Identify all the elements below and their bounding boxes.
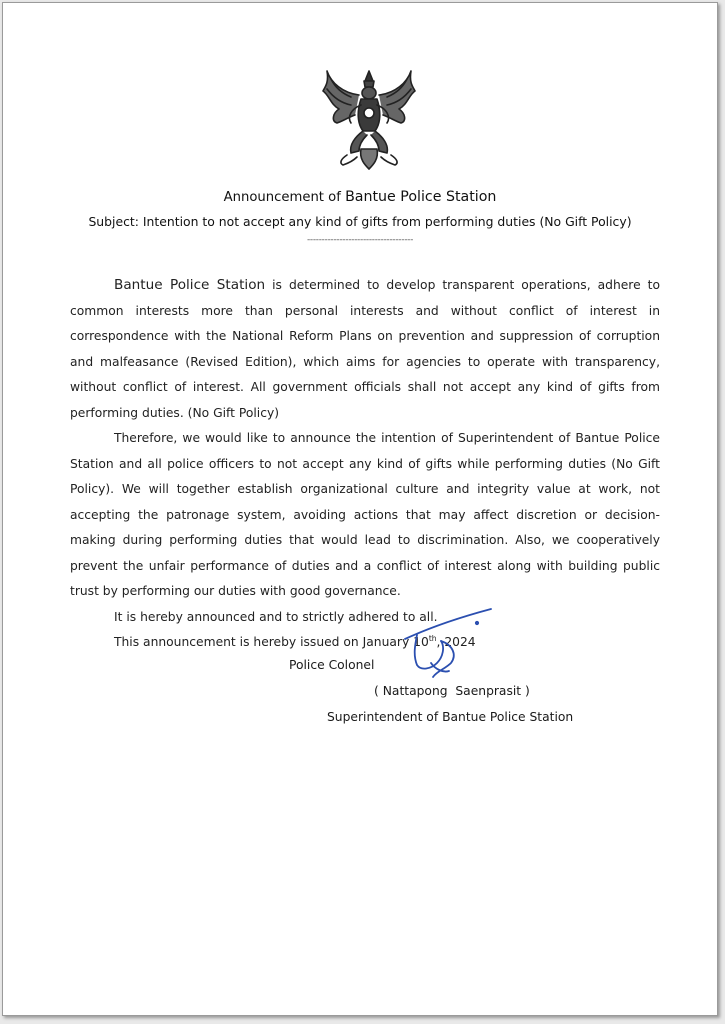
garuda-emblem-icon <box>321 65 417 171</box>
announcement-body <box>70 273 660 656</box>
title-organization: Bantue Police Station <box>345 189 497 205</box>
issued-suffix: , 2024 <box>436 635 476 649</box>
issued-prefix: This announcement is hereby issued on January 10 <box>114 635 429 649</box>
signatory-name: ( Nattapong Saenprasit ) <box>374 684 530 698</box>
announcement-subject: Subject: Intention to not accept any kind of gifts from performing duties (No Gift Policy) <box>88 214 632 229</box>
paragraph-intention: Therefore, we would like to announce the intention of Superintendent of Bantue Police Station and all police officers to not accept any kind of gifts while performing duties (No Gift Policy). We will together establish organizational culture and integrity value at work, not accepting the patronage system, avoiding actions that may affect discretion or decision-making during performing duties that would lead to discrimination. Also, we cooperatively prevent the unfair performance of duties and a conflict of interest along with building public trust by performing our duties with good governance. <box>70 431 660 598</box>
paragraph-issued-date <box>70 630 660 656</box>
issued-ordinal: th <box>428 633 437 643</box>
announcement-title <box>3 189 717 205</box>
signatory-position: Superintendent of Bantue Police Station <box>327 710 574 724</box>
paragraph-announced: It is hereby announced and to strictly adhered to all. <box>114 609 438 624</box>
intro-organization: Bantue Police Station <box>114 277 266 293</box>
intro-text: is determined to develop transparent operations, adhere to common interests more than personal interests and without conflict of interest in correspondence with the National Reform Plans on prevention and suppression of corruption and malfeasance (Revised Edition), which aims for agencies to operate with transparency, without conflict of interest. All government officials shall not accept any kind of gifts from performing duties. (No Gift Policy) <box>70 278 660 420</box>
signatory-rank: Police Colonel <box>289 658 375 672</box>
signature-icon <box>401 607 495 689</box>
document-page <box>2 2 718 1016</box>
title-prefix: Announcement of <box>223 190 341 205</box>
paragraph-intro <box>70 273 660 426</box>
title-divider: ------------------------------------ <box>306 235 414 245</box>
